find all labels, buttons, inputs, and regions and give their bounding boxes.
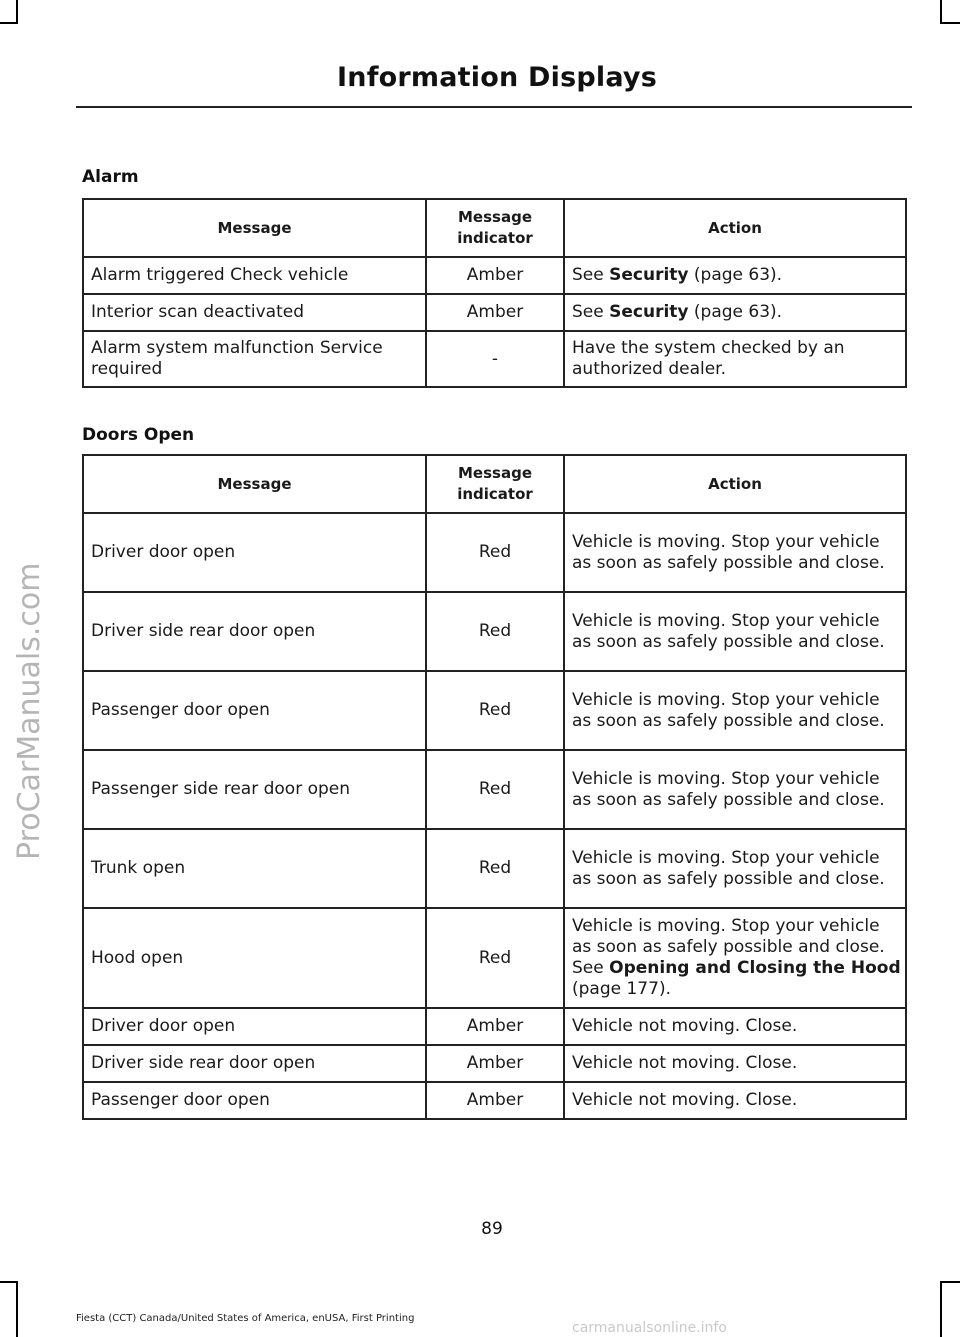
footer-text: Fiesta (CCT) Canada/United States of America, enUSA, First Printing xyxy=(76,1313,415,1324)
column-header-indicator xyxy=(426,455,564,513)
table-row xyxy=(83,750,906,829)
action-page-ref: (page 63). xyxy=(688,302,783,322)
table-row xyxy=(83,592,906,671)
action-text: Vehicle not moving. Close. xyxy=(572,1090,798,1110)
indicator-cell: Red xyxy=(426,750,564,829)
action-cell xyxy=(564,1082,906,1119)
column-header-action: Action xyxy=(564,455,906,513)
action-text: See xyxy=(572,302,610,322)
indicator-header-line: indicator xyxy=(457,485,533,503)
action-cell xyxy=(564,1008,906,1045)
column-header-message: Message xyxy=(83,199,426,257)
bottom-watermark: carmanualsonline.info xyxy=(572,1320,727,1336)
crop-mark xyxy=(940,1281,942,1337)
column-header-message: Message xyxy=(83,455,426,513)
header-divider xyxy=(76,106,912,108)
message-cell: Alarm triggered Check vehicle xyxy=(83,257,426,294)
message-cell: Driver door open xyxy=(83,1008,426,1045)
table-header-row xyxy=(83,199,906,257)
action-text: Vehicle is moving. Stop your vehicle as soon as safely possible and close. xyxy=(572,768,885,810)
page-number: 89 xyxy=(481,1219,503,1239)
action-cell xyxy=(564,513,906,592)
action-cell xyxy=(564,257,906,294)
message-cell: Trunk open xyxy=(83,829,426,908)
page-title: Information Displays xyxy=(337,62,657,93)
table-row xyxy=(83,908,906,1008)
action-cell xyxy=(564,592,906,671)
crop-mark xyxy=(940,1281,960,1283)
action-text: Have the system checked by an authorized dealer. xyxy=(572,338,845,379)
section-title-alarm: Alarm xyxy=(82,167,139,187)
crop-mark xyxy=(16,0,18,22)
message-cell: Driver door open xyxy=(83,513,426,592)
message-cell: Driver side rear door open xyxy=(83,592,426,671)
action-text: See xyxy=(572,265,610,285)
action-text: Vehicle not moving. Close. xyxy=(572,1053,798,1073)
action-text: Vehicle is moving. Stop your vehicle as soon as safely possible and close. See xyxy=(572,916,885,978)
table-row xyxy=(83,1008,906,1045)
action-text: Vehicle is moving. Stop your vehicle as soon as safely possible and close. xyxy=(572,689,885,731)
table-row xyxy=(83,513,906,592)
table-row xyxy=(83,1082,906,1119)
action-reference: Security xyxy=(609,302,689,322)
action-page-ref: (page 177). xyxy=(572,979,671,999)
table-row xyxy=(83,671,906,750)
message-cell: Passenger door open xyxy=(83,1082,426,1119)
table-row xyxy=(83,331,906,387)
action-cell xyxy=(564,908,906,1008)
indicator-cell: Red xyxy=(426,671,564,750)
table-row xyxy=(83,829,906,908)
indicator-cell: Red xyxy=(426,829,564,908)
indicator-cell: Red xyxy=(426,592,564,671)
action-cell xyxy=(564,1045,906,1082)
indicator-header-line: Message xyxy=(458,464,532,482)
message-cell: Hood open xyxy=(83,908,426,1008)
action-cell xyxy=(564,750,906,829)
table-header-row xyxy=(83,455,906,513)
column-header-indicator xyxy=(426,199,564,257)
indicator-header-line: indicator xyxy=(457,229,533,247)
action-text: Vehicle not moving. Close. xyxy=(572,1016,798,1036)
indicator-cell: Amber xyxy=(426,1045,564,1082)
crop-mark xyxy=(16,1281,18,1337)
action-cell xyxy=(564,294,906,331)
indicator-header-line: Message xyxy=(458,208,532,226)
alarm-table xyxy=(82,198,907,388)
table-row xyxy=(83,1045,906,1082)
indicator-cell: Red xyxy=(426,908,564,1008)
indicator-cell: Red xyxy=(426,513,564,592)
indicator-cell: Amber xyxy=(426,1082,564,1119)
table-row xyxy=(83,257,906,294)
indicator-cell: Amber xyxy=(426,294,564,331)
action-cell xyxy=(564,829,906,908)
message-cell: Passenger side rear door open xyxy=(83,750,426,829)
action-text: Vehicle is moving. Stop your vehicle as soon as safely possible and close. xyxy=(572,531,885,573)
indicator-cell: - xyxy=(426,331,564,387)
crop-mark xyxy=(0,22,18,24)
section-title-doors-open: Doors Open xyxy=(82,425,195,445)
crop-mark xyxy=(940,22,960,24)
action-text: Vehicle is moving. Stop your vehicle as soon as safely possible and close. xyxy=(572,847,885,889)
indicator-cell: Amber xyxy=(426,1008,564,1045)
message-cell: Driver side rear door open xyxy=(83,1045,426,1082)
table-row xyxy=(83,294,906,331)
action-reference: Security xyxy=(609,265,689,285)
side-watermark: ProCarManuals.com xyxy=(12,562,47,860)
message-cell: Alarm system malfunction Service required xyxy=(83,331,426,387)
action-text: Vehicle is moving. Stop your vehicle as soon as safely possible and close. xyxy=(572,610,885,652)
action-cell xyxy=(564,671,906,750)
crop-mark xyxy=(940,0,942,22)
message-cell: Passenger door open xyxy=(83,671,426,750)
column-header-action: Action xyxy=(564,199,906,257)
indicator-cell: Amber xyxy=(426,257,564,294)
message-cell: Interior scan deactivated xyxy=(83,294,426,331)
action-cell xyxy=(564,331,906,387)
doors-open-table xyxy=(82,454,907,1120)
action-page-ref: (page 63). xyxy=(688,265,783,285)
action-reference: Opening and Closing the Hood xyxy=(609,958,901,978)
